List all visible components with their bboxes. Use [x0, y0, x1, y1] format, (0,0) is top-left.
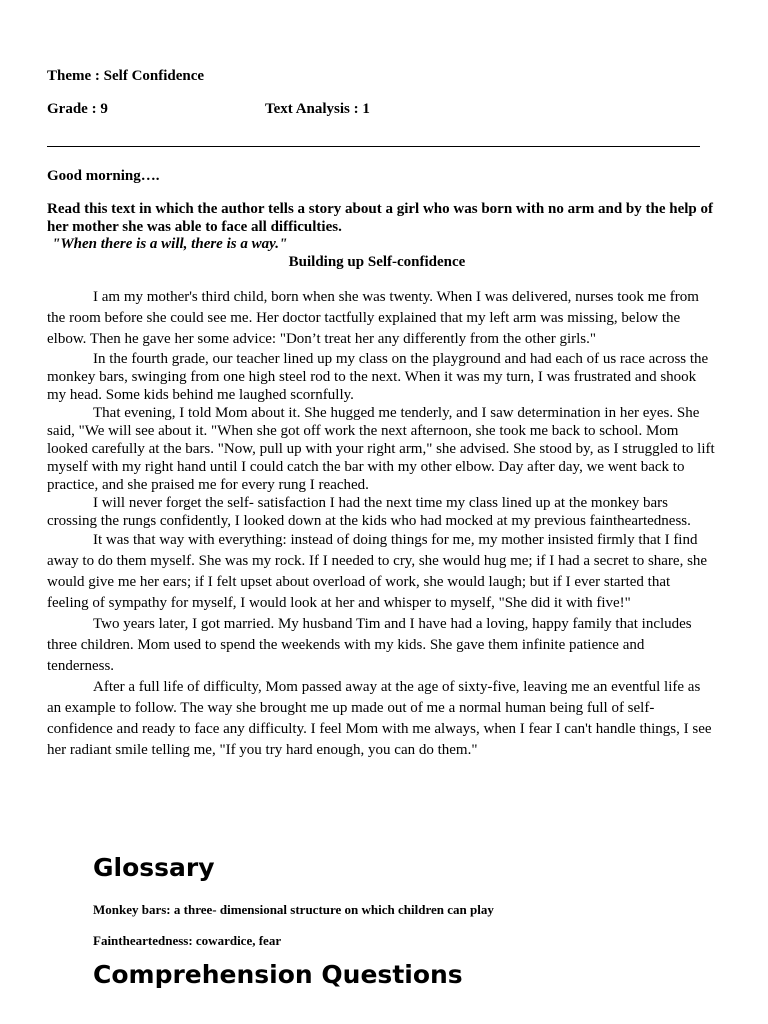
paragraph: Two years later, I got married. My husband Tim and I have had a loving, happy family that includes three children. Mom used to spend the weekends with my kids. She gave them infinite patience and tenderness. [47, 616, 692, 674]
paragraph: It was that way with everything: instead of doing things for me, my mother insisted firmly that I find away to do them myself. She was my rock. If I needed to cry, she would hug me; if I had a secret to share, she would give me her ears; if I felt upset about overload of work, she would laugh; but if I ever started that feeling of sympathy for myself, I would look at her and whisper to myself, "She did it with five!" [47, 532, 708, 611]
glossary-item: Monkey bars: a three- dimensional structure on which children can play [93, 902, 494, 917]
paragraph: I will never forget the self- satisfaction I had the next time my class lined up at the monkey bars crossing the rungs confidently, I looked down at the kids who had mocked at my previous faintheartedness. [47, 495, 691, 529]
paragraph: I am my mother's third child, born when she was twenty. When I was delivered, nurses took me from the room before she could see me. Her doctor tactfully explained that my left arm was missing, below the elbow. Then he gave her some advice: "Don’t treat her any differently from the other girls." [47, 289, 699, 347]
divider-line [47, 146, 700, 147]
glossary-item: Faintheartedness: cowardice, fear [93, 933, 282, 948]
glossary-heading: Glossary [93, 853, 215, 882]
comprehension-heading: Comprehension Questions [93, 960, 463, 989]
story-body [47, 287, 715, 761]
paragraph: That evening, I told Mom about it. She hugged me tenderly, and I saw determination in her eyes. She said, "We will see about it. "When she got off work the next afternoon, she took me back to school. Mom looked carefully at the bars. "Now, pull up with your right arm," she advised. She stood by, as I struggled to lift myself with my right hand until I could catch the bar with my other elbow. Day after day, we went back to practice, and she praised me for every rung I reached. [47, 405, 715, 493]
grade-label: Grade : 9 [47, 101, 108, 117]
quote: "When there is a will, there is a way." [52, 236, 288, 252]
paragraph: After a full life of difficulty, Mom passed away at the age of sixty-five, leaving me an eventful life as an example to follow. The way she brought me up made out of me a normal human being full of self- confidence and ready to face any difficulty. I feel Mom with me always, when I fear I can't handle things, I see her radiant smile telling me, "If you try hard enough, you can do them." [47, 679, 712, 758]
greeting: Good morning…. [47, 168, 160, 184]
story-title: Building up Self-confidence [288, 254, 466, 270]
text-analysis-label: Text Analysis : 1 [265, 101, 370, 117]
intro-text: Read this text in which the author tells a story about a girl who was born with no arm and by the help of her mother she was able to face all difficulties. [47, 201, 714, 235]
theme-label: Theme : Self Confidence [47, 68, 205, 84]
paragraph: In the fourth grade, our teacher lined up my class on the playground and had each of us race across the monkey bars, swinging from one high steel rod to the next. When it was my turn, I was frustrated and shook my head. Some kids behind me laughed scornfully. [47, 351, 709, 403]
